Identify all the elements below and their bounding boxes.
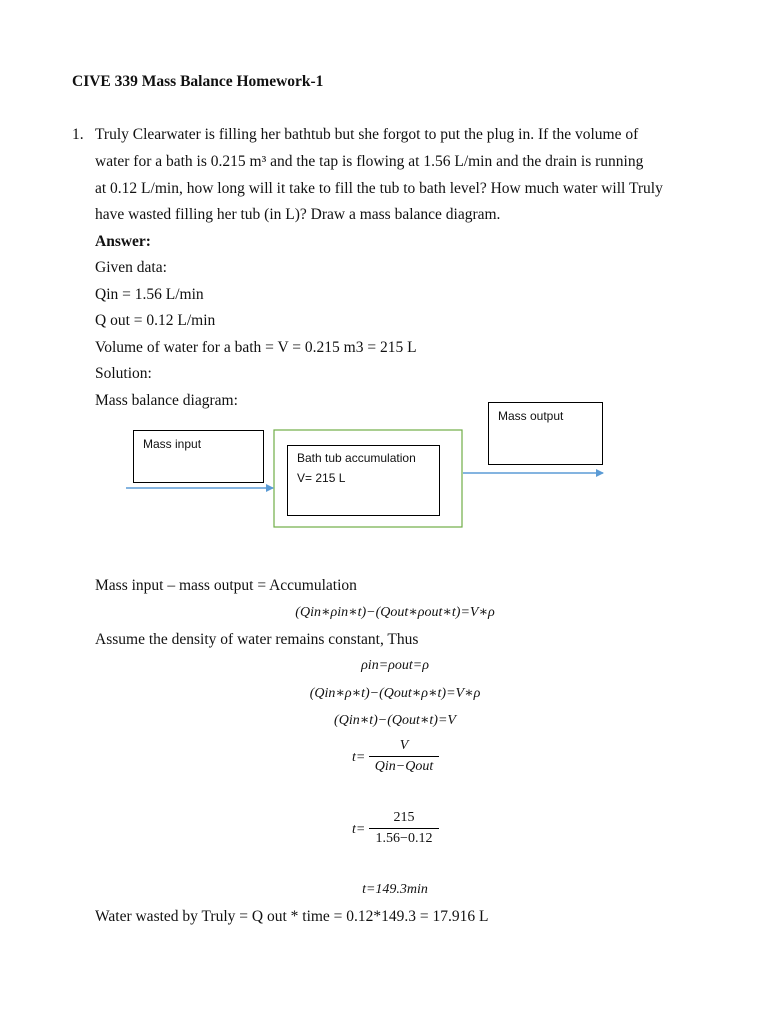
fraction-2-lhs: t= <box>352 822 366 837</box>
diagram-label: Mass balance diagram: <box>95 392 238 409</box>
balance-statement: Mass input – mass output = Accumulation <box>95 577 357 594</box>
result-equation: t=149.3min <box>362 882 428 897</box>
question-line-1: Truly Clearwater is filling her bathtub but she forgot to put the plug in. If the volume of <box>95 126 639 143</box>
answer-label: Answer: <box>95 233 151 250</box>
question-line-2: water for a bath is 0.215 m³ and the tap is flowing at 1.56 L/min and the drain is running <box>95 153 644 170</box>
mass-input-box <box>133 430 264 483</box>
fraction-2-denominator: 1.56−0.12 <box>375 831 433 846</box>
bathtub-label: Bath tub accumulation <box>297 451 416 465</box>
fraction-1-numerator: V <box>399 738 409 753</box>
fraction-2 <box>369 810 439 847</box>
mass-input-label: Mass input <box>143 437 202 451</box>
mass-output-box <box>488 402 603 465</box>
fraction-1 <box>369 738 439 775</box>
question-line-4: have wasted filling her tub (in L)? Draw a mass balance diagram. <box>95 206 501 223</box>
equation-2: ρin=ρout=ρ <box>361 658 429 673</box>
bathtub-accumulation-box <box>287 445 440 516</box>
fraction-2-numerator: 215 <box>393 810 415 825</box>
equation-3: (Qin∗ρ∗t)−(Qout∗ρ∗t)=V∗ρ <box>309 686 481 701</box>
given-label: Given data: <box>95 259 167 276</box>
fraction-1-lhs: t= <box>352 750 366 765</box>
qin-value: Qin = 1.56 L/min <box>95 286 204 303</box>
water-wasted-statement: Water wasted by Truly = Q out * time = 0.12*149.3 = 17.916 L <box>95 908 489 925</box>
bathtub-volume: V= 215 L <box>297 471 346 485</box>
document-title: CIVE 339 Mass Balance Homework-1 <box>72 73 324 90</box>
fraction-1-denominator: Qin−Qout <box>374 759 434 774</box>
equation-1: (Qin∗ρin∗t)−(Qout∗ρout∗t)=V∗ρ <box>295 605 495 620</box>
question-line-3: at 0.12 L/min, how long will it take to fill the tub to bath level? How much water will Truly <box>95 180 663 197</box>
fraction-1-bar <box>369 756 439 757</box>
equation-4: (Qin∗t)−(Qout∗t)=V <box>334 713 456 728</box>
density-statement: Assume the density of water remains constant, Thus <box>95 631 419 648</box>
fraction-2-bar <box>369 828 439 829</box>
volume-value: Volume of water for a bath = V = 0.215 m3 = 215 L <box>95 339 417 356</box>
question-number: 1. <box>72 126 84 143</box>
qout-value: Q out = 0.12 L/min <box>95 312 216 329</box>
solution-label: Solution: <box>95 365 152 382</box>
mass-output-label: Mass output <box>498 409 564 423</box>
